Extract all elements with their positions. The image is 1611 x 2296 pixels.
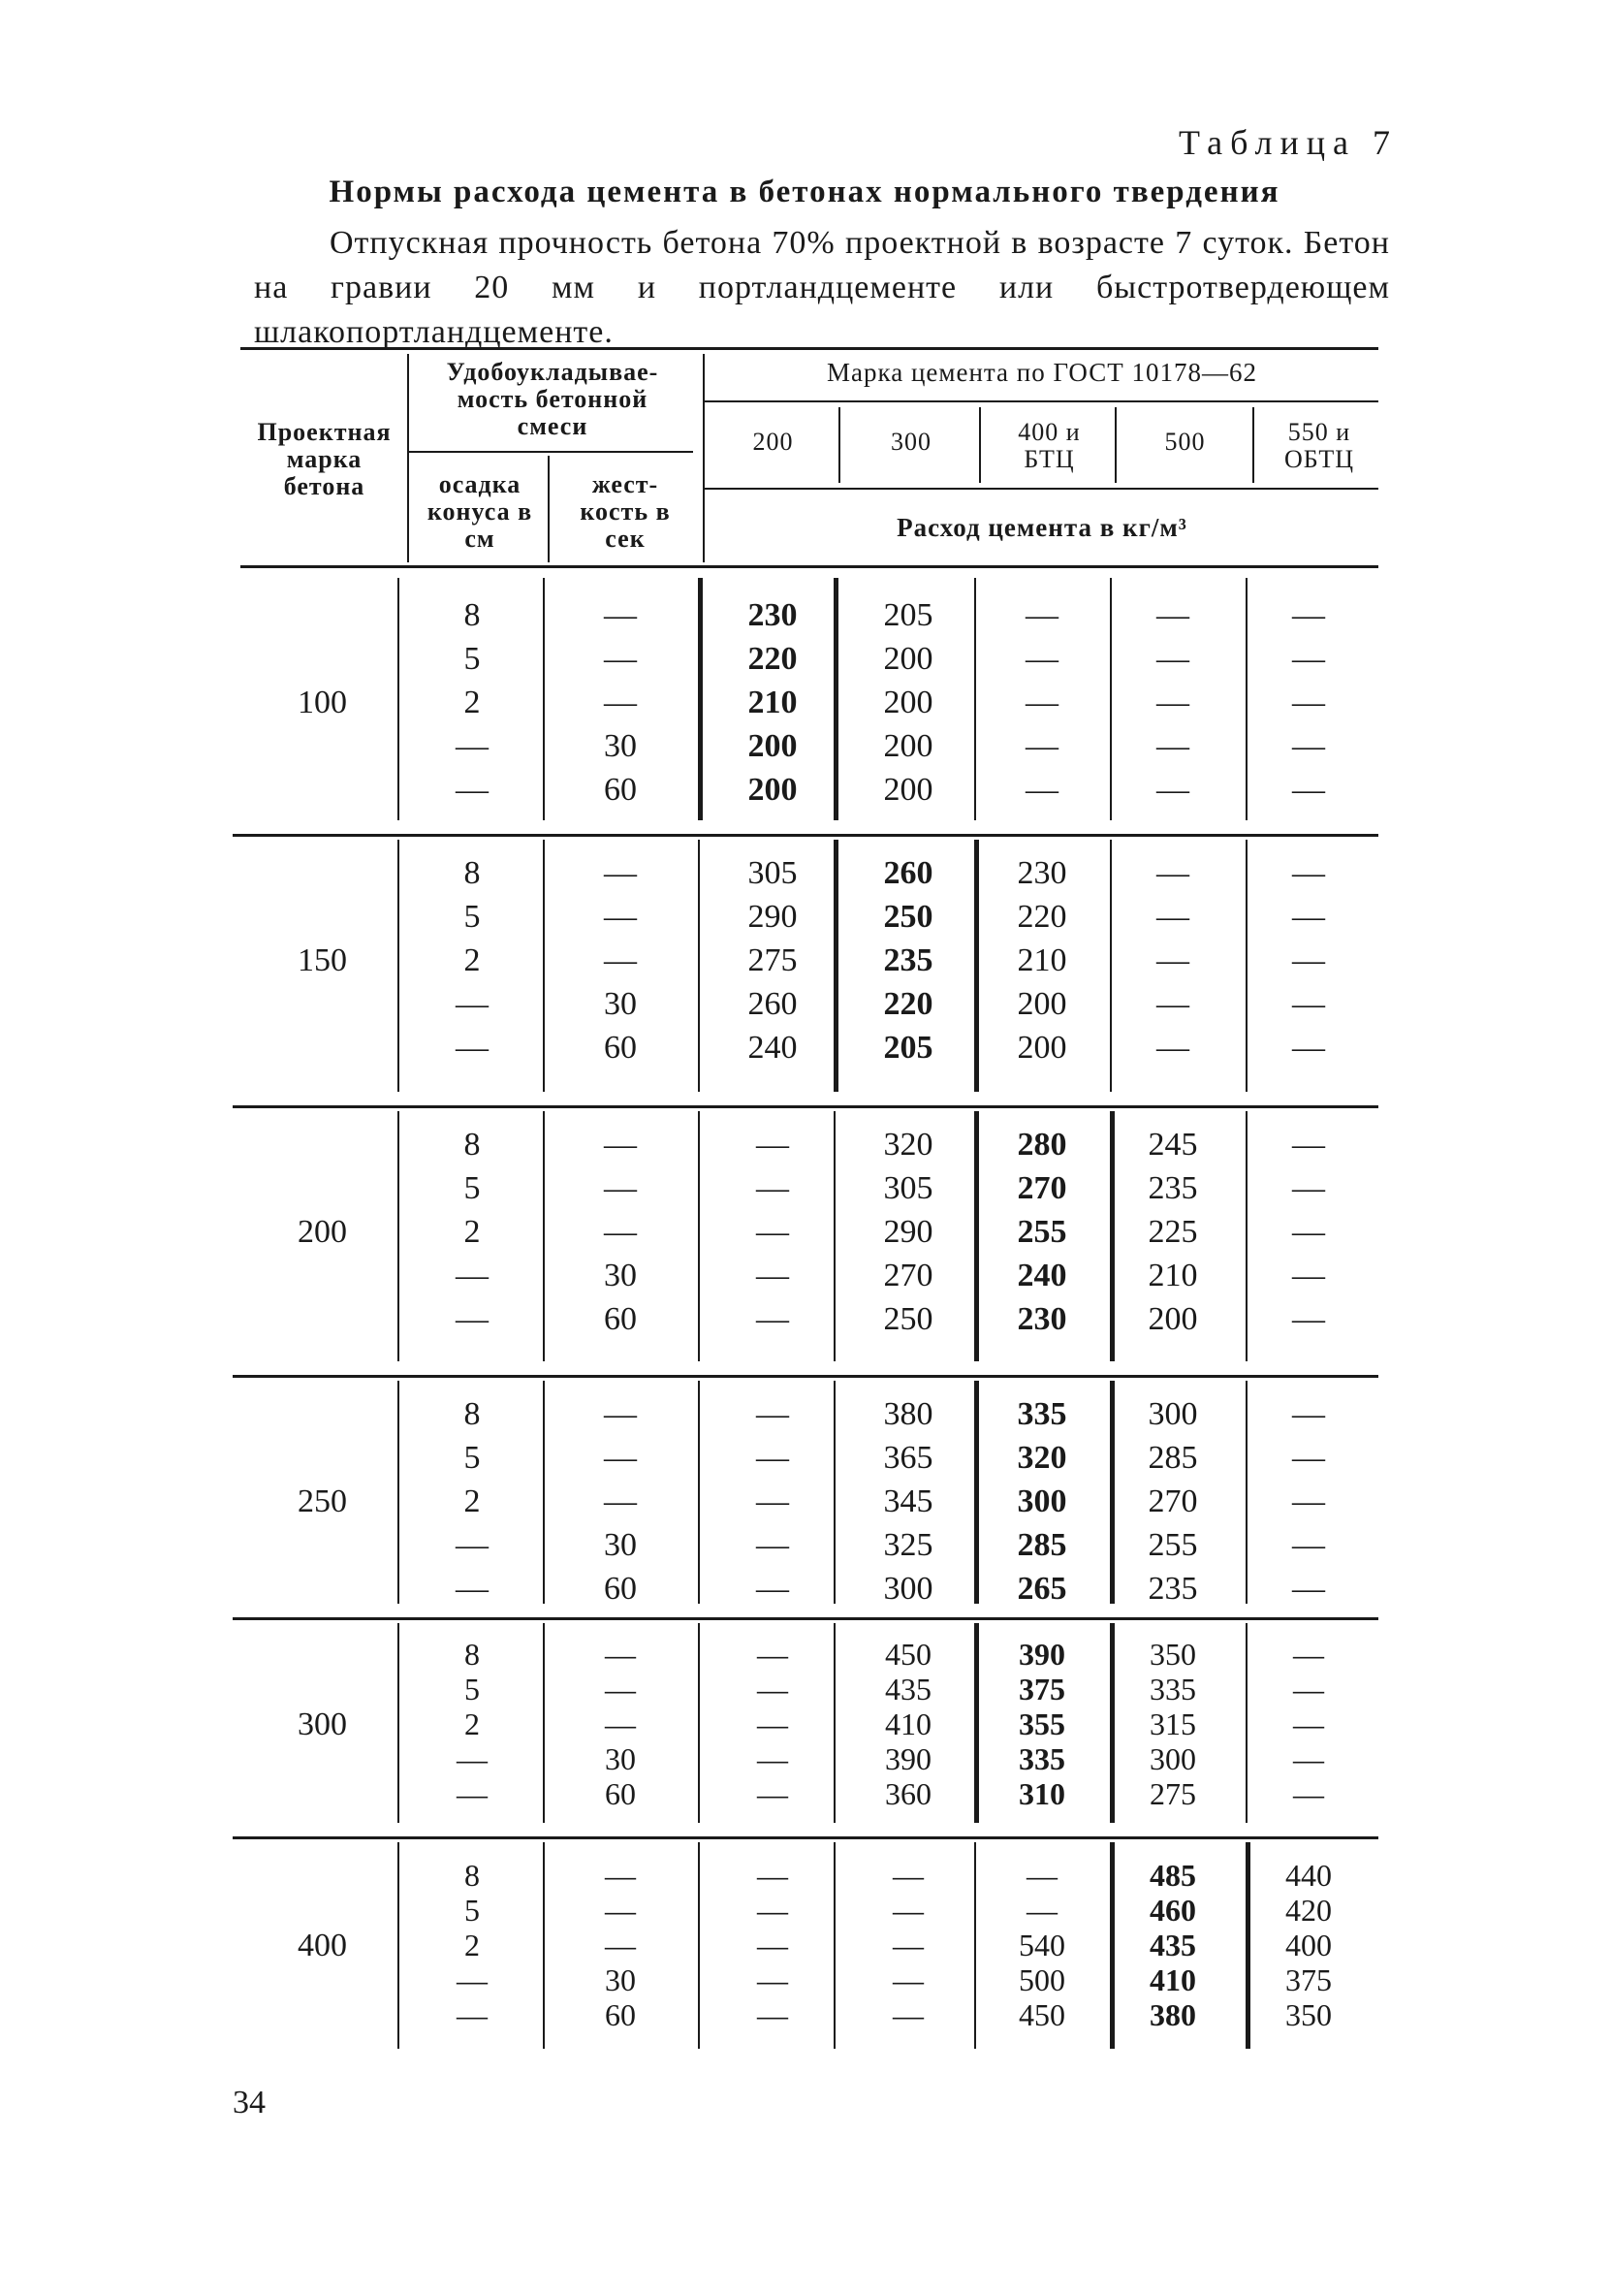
table-cell: — — [1156, 597, 1189, 633]
table-cell: 30 — [604, 1258, 637, 1293]
table-cell: 255 — [1148, 1527, 1198, 1563]
table-cell: 8 — [463, 1396, 481, 1432]
header-grade-300: 300 — [891, 428, 932, 456]
table-cell: — — [456, 1030, 489, 1066]
table-cell: 225 — [1148, 1214, 1198, 1250]
table-cell: — — [1156, 942, 1189, 978]
header-slump: осадка конуса в см — [426, 470, 533, 553]
table-cell: — — [757, 1928, 788, 1962]
table-cell: 485 — [1150, 1858, 1196, 1893]
table-cell: 350 — [1285, 1997, 1332, 2032]
table-cell: 335 — [1150, 1672, 1196, 1706]
table-cell: 30 — [604, 728, 637, 764]
column-divider — [834, 1111, 836, 1361]
table-cell: — — [757, 1637, 788, 1672]
design-grade-value: 400 — [298, 1928, 347, 1963]
table-cell: 200 — [883, 641, 933, 677]
table-block — [233, 572, 1378, 826]
table-cell: — — [1292, 685, 1325, 720]
table-header — [0, 0, 1611, 582]
table-cell: 200 — [883, 772, 933, 808]
table-cell: 260 — [883, 855, 933, 891]
table-cell: 355 — [1019, 1706, 1065, 1741]
table-cell: — — [456, 1258, 489, 1293]
column-divider — [834, 1623, 836, 1823]
table-cell: — — [456, 986, 489, 1022]
table-cell: — — [1292, 942, 1325, 978]
column-divider — [834, 1381, 836, 1604]
header-grade-400: 400 и БТЦ — [1018, 418, 1081, 473]
table-cell: — — [605, 1706, 636, 1741]
table-cell: — — [456, 1301, 489, 1337]
column-divider — [698, 1623, 700, 1823]
table-cell: — — [1292, 1440, 1325, 1476]
table-cell: — — [893, 1893, 924, 1928]
table-cell: 380 — [1150, 1997, 1196, 2032]
block-separator — [233, 834, 1378, 837]
table-cell: — — [893, 1858, 924, 1893]
table-cell: 60 — [605, 1776, 636, 1811]
column-divider — [1110, 840, 1112, 1092]
table-cell: — — [1292, 1571, 1325, 1607]
table-cell: 60 — [604, 1301, 637, 1337]
table-cell: — — [1292, 1527, 1325, 1563]
table-cell: — — [1292, 1170, 1325, 1206]
table-cell: 250 — [883, 1301, 933, 1337]
table-cell: — — [757, 1776, 788, 1811]
table-cell: 220 — [1017, 899, 1067, 935]
table-cell: — — [1293, 1776, 1324, 1811]
column-divider — [1246, 1623, 1248, 1823]
table-cell: 200 — [883, 728, 933, 764]
column-divider — [1110, 578, 1112, 820]
table-cell: — — [604, 899, 637, 935]
table-cell: — — [1292, 1483, 1325, 1519]
table-cell: — — [1292, 899, 1325, 935]
table-label: Таблица 7 — [1179, 123, 1398, 162]
column-divider — [543, 1381, 545, 1604]
table-cell: 390 — [885, 1741, 932, 1776]
column-divider — [543, 1111, 545, 1361]
column-divider — [974, 840, 979, 1092]
table-cell: 230 — [747, 597, 798, 633]
table-cell: 270 — [1017, 1170, 1067, 1206]
table-cell: 2 — [463, 1483, 481, 1519]
table-cell: — — [605, 1858, 636, 1893]
table-cell: 410 — [885, 1706, 932, 1741]
table-cell: 240 — [1017, 1258, 1067, 1293]
table-cell: — — [604, 942, 637, 978]
table-cell: 235 — [1148, 1170, 1198, 1206]
table-cell: — — [1293, 1706, 1324, 1741]
table-cell: 420 — [1285, 1893, 1332, 1928]
design-grade-value: 100 — [298, 685, 347, 720]
column-divider — [698, 1111, 700, 1361]
table-cell: — — [893, 1997, 924, 2032]
table-cell: 300 — [1148, 1396, 1198, 1432]
table-cell: — — [1156, 728, 1189, 764]
table-cell: — — [605, 1928, 636, 1962]
table-cell: — — [1156, 899, 1189, 935]
table-cell: — — [756, 1258, 789, 1293]
table-cell: 335 — [1019, 1741, 1065, 1776]
table-cell: 5 — [463, 1170, 481, 1206]
table-cell: — — [604, 685, 637, 720]
table-cell: 220 — [883, 986, 933, 1022]
table-cell: 8 — [464, 1858, 480, 1893]
table-cell: 220 — [747, 641, 798, 677]
block-separator — [233, 1836, 1378, 1839]
table-cell: 435 — [885, 1672, 932, 1706]
table-block — [233, 1836, 1378, 2055]
table-cell: 270 — [883, 1258, 933, 1293]
table-cell: 8 — [463, 1127, 481, 1163]
block-separator — [233, 1617, 1378, 1620]
header-grade-200: 200 — [752, 428, 794, 456]
table-cell: — — [1292, 597, 1325, 633]
table-cell: 2 — [463, 1214, 481, 1250]
header-workability: Удобоукладывае-мость бетонной смеси — [446, 358, 659, 440]
table-block — [233, 1105, 1378, 1367]
table-cell: 200 — [1017, 986, 1067, 1022]
table-cell: 200 — [883, 685, 933, 720]
table-cell: — — [757, 1741, 788, 1776]
table-cell: 245 — [1148, 1127, 1198, 1163]
table-cell: 325 — [883, 1527, 933, 1563]
table-cell: — — [1027, 1893, 1058, 1928]
column-divider — [974, 1381, 979, 1604]
table-cell: 5 — [463, 641, 481, 677]
table-cell: — — [1293, 1672, 1324, 1706]
header-grade-500: 500 — [1164, 428, 1206, 456]
table-cell: — — [457, 1997, 488, 2032]
table-cell: — — [757, 1858, 788, 1893]
table-cell: 8 — [463, 597, 481, 633]
table-cell: — — [757, 1997, 788, 2032]
table-cell: — — [757, 1893, 788, 1928]
design-grade-value: 150 — [298, 942, 347, 978]
table-cell: — — [1292, 1258, 1325, 1293]
table-cell: 2 — [464, 1706, 480, 1741]
column-divider — [698, 840, 700, 1092]
table-cell: — — [457, 1962, 488, 1997]
table-cell: — — [756, 1440, 789, 1476]
column-divider — [543, 1623, 545, 1823]
table-cell: 205 — [883, 1030, 933, 1066]
table-cell: 410 — [1150, 1962, 1196, 1997]
table-cell: 255 — [1017, 1214, 1067, 1250]
table-cell: 240 — [747, 1030, 798, 1066]
table-cell: — — [1156, 641, 1189, 677]
column-divider — [698, 1842, 700, 2049]
table-block — [233, 1617, 1378, 1829]
header-design-grade: Проектная марка бетона — [257, 418, 392, 500]
table-cell: — — [1026, 597, 1058, 633]
table-cell: 235 — [1148, 1571, 1198, 1607]
table-cell: — — [1156, 986, 1189, 1022]
table-cell: — — [893, 1928, 924, 1962]
table-cell: 280 — [1017, 1127, 1067, 1163]
column-divider — [1246, 840, 1248, 1092]
table-cell: 30 — [604, 986, 637, 1022]
column-divider — [1246, 1111, 1248, 1361]
table-block — [233, 834, 1378, 1098]
table-cell: 350 — [1150, 1637, 1196, 1672]
table-cell: 235 — [883, 942, 933, 978]
table-cell: 230 — [1017, 855, 1067, 891]
table-cell: — — [1026, 685, 1058, 720]
table-cell: — — [756, 1483, 789, 1519]
column-divider — [834, 578, 838, 820]
table-cell: 5 — [463, 899, 481, 935]
table-cell: 200 — [747, 772, 798, 808]
table-cell: — — [456, 772, 489, 808]
table-cell: — — [456, 728, 489, 764]
table-cell: 540 — [1019, 1928, 1065, 1962]
table-cell: 60 — [604, 1571, 637, 1607]
table-cell: — — [1292, 772, 1325, 808]
table-cell: — — [1292, 1396, 1325, 1432]
table-cell: 290 — [883, 1214, 933, 1250]
table-cell: 320 — [883, 1127, 933, 1163]
table-cell: 8 — [464, 1637, 480, 1672]
table-cell: 310 — [1019, 1776, 1065, 1811]
table-cell: — — [756, 1571, 789, 1607]
table-cell: — — [605, 1893, 636, 1928]
table-cell: — — [605, 1672, 636, 1706]
table-cell: — — [604, 641, 637, 677]
table-cell: — — [604, 1170, 637, 1206]
table-cell: 2 — [464, 1928, 480, 1962]
table-cell: 30 — [604, 1527, 637, 1563]
table-cell: — — [1026, 641, 1058, 677]
header-stiffness: жест-кость в сек — [580, 470, 671, 553]
column-divider — [834, 840, 838, 1092]
table-cell: 60 — [604, 1030, 637, 1066]
table-cell: 60 — [604, 772, 637, 808]
table-cell: 375 — [1019, 1672, 1065, 1706]
design-grade-value: 200 — [298, 1214, 347, 1250]
column-divider — [543, 1842, 545, 2049]
column-divider — [834, 1842, 836, 2049]
table-cell: — — [1156, 772, 1189, 808]
table-cell: 5 — [464, 1893, 480, 1928]
table-cell: 365 — [883, 1440, 933, 1476]
table-cell: 200 — [1017, 1030, 1067, 1066]
table-cell: 265 — [1017, 1571, 1067, 1607]
column-divider — [698, 578, 703, 820]
table-cell: 450 — [885, 1637, 932, 1672]
table-cell: 200 — [1148, 1301, 1198, 1337]
design-grade-value: 300 — [298, 1706, 347, 1742]
block-separator — [233, 1105, 1378, 1108]
table-cell: — — [604, 1483, 637, 1519]
table-cell: 380 — [883, 1396, 933, 1432]
column-divider — [543, 840, 545, 1092]
table-cell: 360 — [885, 1776, 932, 1811]
table-cell: 500 — [1019, 1962, 1065, 1997]
table-cell: 305 — [883, 1170, 933, 1206]
table-cell: 305 — [747, 855, 798, 891]
table-cell: 5 — [463, 1440, 481, 1476]
table-title: Нормы расхода цемента в бетонах нормального твердения — [329, 175, 1280, 209]
table-cell: — — [1027, 1858, 1058, 1893]
table-cell: — — [756, 1214, 789, 1250]
table-cell: 315 — [1150, 1706, 1196, 1741]
table-cell: — — [1292, 1301, 1325, 1337]
header-grade-550: 550 и ОБТЦ — [1283, 418, 1355, 473]
table-cell: 30 — [605, 1741, 636, 1776]
column-divider — [698, 1381, 700, 1604]
table-cell: 210 — [1148, 1258, 1198, 1293]
table-cell: — — [757, 1962, 788, 1997]
table-cell: 400 — [1285, 1928, 1332, 1962]
table-cell: 8 — [463, 855, 481, 891]
table-cell: — — [1292, 986, 1325, 1022]
table-cell: — — [757, 1672, 788, 1706]
table-cell: 2 — [463, 685, 481, 720]
table-cell: 335 — [1017, 1396, 1067, 1432]
table-cell: — — [457, 1741, 488, 1776]
table-cell: — — [1156, 855, 1189, 891]
table-cell: — — [456, 1527, 489, 1563]
table-cell: 450 — [1019, 1997, 1065, 2032]
table-cell: 250 — [883, 899, 933, 935]
table-cell: — — [1293, 1741, 1324, 1776]
table-cell: 260 — [747, 986, 798, 1022]
table-cell: 275 — [747, 942, 798, 978]
table-cell: — — [605, 1637, 636, 1672]
table-cell: 205 — [883, 597, 933, 633]
table-cell: 375 — [1285, 1962, 1332, 1997]
table-cell: — — [1156, 1030, 1189, 1066]
table-cell: — — [604, 1440, 637, 1476]
table-cell: — — [757, 1706, 788, 1741]
table-cell: 210 — [1017, 942, 1067, 978]
table-block — [233, 1375, 1378, 1610]
table-cell: 230 — [1017, 1301, 1067, 1337]
table-cell: 275 — [1150, 1776, 1196, 1811]
table-cell: — — [1292, 728, 1325, 764]
column-divider — [974, 578, 976, 820]
table-cell: — — [893, 1962, 924, 1997]
table-cell: 440 — [1285, 1858, 1332, 1893]
table-cell: 435 — [1150, 1928, 1196, 1962]
table-cell: — — [1292, 641, 1325, 677]
table-cell: 200 — [747, 728, 798, 764]
table-cell: 285 — [1148, 1440, 1198, 1476]
page-number: 34 — [233, 2085, 266, 2121]
table-cell: 30 — [605, 1962, 636, 1997]
table-cell: — — [756, 1301, 789, 1337]
table-cell: — — [604, 855, 637, 891]
table-cell: 320 — [1017, 1440, 1067, 1476]
table-cell: — — [1026, 728, 1058, 764]
column-divider — [1246, 578, 1248, 820]
table-cell: 300 — [1150, 1741, 1196, 1776]
table-cell: 270 — [1148, 1483, 1198, 1519]
block-separator — [233, 1375, 1378, 1378]
table-cell: — — [1026, 772, 1058, 808]
column-divider — [974, 1111, 979, 1361]
table-cell: — — [756, 1127, 789, 1163]
header-consumption: Расход цемента в кг/м³ — [897, 513, 1187, 542]
table-cell: — — [604, 1396, 637, 1432]
table-cell: 300 — [1017, 1483, 1067, 1519]
column-divider — [974, 1623, 979, 1823]
table-cell: — — [604, 1127, 637, 1163]
table-cell: 60 — [605, 1997, 636, 2032]
table-cell: — — [1293, 1637, 1324, 1672]
table-cell: — — [756, 1170, 789, 1206]
column-divider — [1246, 1381, 1248, 1604]
table-cell: 390 — [1019, 1637, 1065, 1672]
table-cell: — — [604, 1214, 637, 1250]
table-cell: 460 — [1150, 1893, 1196, 1928]
table-cell: — — [1292, 1030, 1325, 1066]
table-cell: — — [604, 597, 637, 633]
table-cell: — — [756, 1396, 789, 1432]
table-cell: — — [456, 1571, 489, 1607]
table-cell: — — [1292, 1214, 1325, 1250]
table-cell: 210 — [747, 685, 798, 720]
design-grade-value: 250 — [298, 1483, 347, 1519]
table-cell: 2 — [463, 942, 481, 978]
table-cell: 300 — [883, 1571, 933, 1607]
intro-paragraph: Отпускная прочность бетона 70% проектной в возрасте 7 суток. Бетон на гравии 20 мм и портландцементе или быстротвердеющем шлакопортландцементе. — [254, 225, 1390, 350]
table-cell: 5 — [464, 1672, 480, 1706]
table-cell: — — [457, 1776, 488, 1811]
table-cell: 285 — [1017, 1527, 1067, 1563]
table-cell: — — [1156, 685, 1189, 720]
column-divider — [974, 1842, 976, 2049]
table-cell: 345 — [883, 1483, 933, 1519]
table-cell: — — [1292, 855, 1325, 891]
header-cement-grade: Марка цемента по ГОСТ 10178—62 — [827, 358, 1257, 387]
column-divider — [543, 578, 545, 820]
table-cell: — — [756, 1527, 789, 1563]
table-cell: — — [1292, 1127, 1325, 1163]
table-cell: 290 — [747, 899, 798, 935]
